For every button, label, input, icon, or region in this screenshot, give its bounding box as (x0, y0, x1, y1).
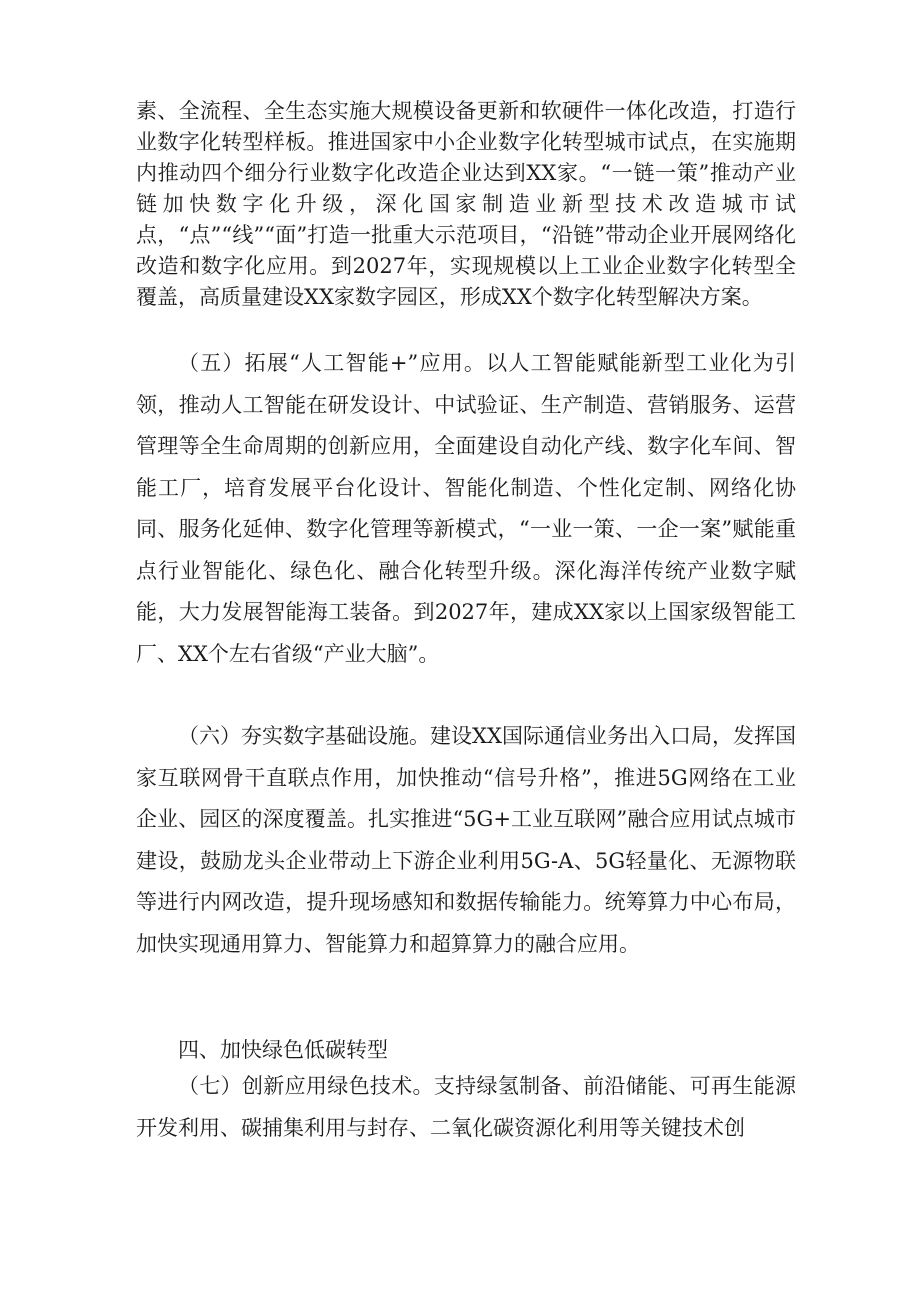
paragraph-green-technology: （七）创新应用绿色技术。支持绿氢制备、前沿储能、可再生能源开发利用、碳捕集利用与封存、二氧化碳资源化利用等关键技术创 (136, 1074, 796, 1140)
paragraph-ai-plus: （五）拓展“人工智能+”应用。以人工智能赋能新型工业化为引领，推动人工智能在研发设计、中试验证、生产制造、营销服务、运营管理等全生命周期的创新应用，全面建设自动化产线、数字化车间、智能工厂，培育发展平台化设计、智能化制造、个性化定制、网络化协同、服务化延伸、数字化管理等新模式，“一业一策、一企一案”赋能重点行业智能化、绿色化、融合化转型升级。深化海洋传统产业数字赋能，大力发展智能海工装备。到2027年，建成XX家以上国家级智能工厂、XX个左右省级“产业大脑”。 (136, 351, 796, 666)
paragraph-digital-infrastructure: （六）夯实数字基础设施。建设XX国际通信业务出入口局，发挥国家互联网骨干直联点作用，加快推动“信号升格”，推进5G网络在工业企业、园区的深度覆盖。扎实推进“5G+工业互联网”融合应用试点城市建设，鼓励龙头企业带动上下游企业利用5G-A、5G轻量化、无源物联等进行内网改造，提升现场感知和数据传输能力。统筹算力中心布局，加快实现通用算力、智能算力和超算算力的融合应用。 (136, 724, 796, 956)
paragraph-digital-transformation: 素、全流程、全生态实施大规模设备更新和软硬件一体化改造，打造行业数字化转型样板。推进国家中小企业数字化转型城市试点，在实施期内推动四个细分行业数字化改造企业达到XX家。“一链一策”推动产业链加快数字化升级，深化国家制造业新型技术改造城市试点，“点”“线”“面”打造一批重大示范项目，“沿链”带动企业开展网络化改造和数字化应用。到2027年，实现规模以上工业企业数字化转型全覆盖，高质量建设XX家数字园区，形成XX个数字化转型解决方案。 (136, 99, 796, 309)
section-heading-green-low-carbon: 四、加快绿色低碳转型 (178, 1038, 388, 1062)
